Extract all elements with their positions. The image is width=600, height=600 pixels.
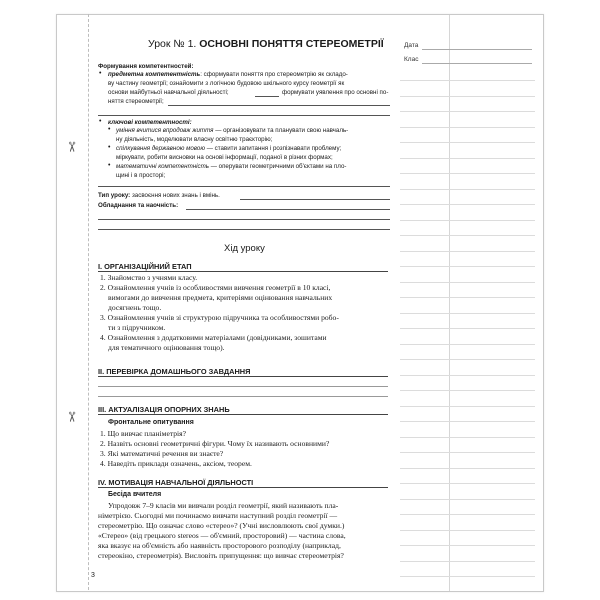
date-label: Дата	[404, 42, 419, 49]
math-competence-line2: щині і в просторі;	[116, 172, 166, 179]
section-1-title: I. ОРГАНІЗАЦІЙНИЙ ЕТАП	[98, 262, 192, 271]
page-number: 3	[91, 572, 95, 579]
note-line	[400, 468, 535, 469]
subject-competence-line5: няття стереометрії;	[108, 98, 164, 105]
note-line	[400, 452, 535, 453]
bullet-icon: •	[99, 70, 102, 77]
note-line	[400, 142, 535, 143]
note-line	[400, 80, 535, 81]
note-line	[400, 576, 535, 577]
fill-line	[98, 396, 388, 397]
note-line	[400, 514, 535, 515]
section-3-item: 4. Наведіть приклади означень, аксіом, теорем.	[100, 459, 252, 468]
subject-competence-line1: предметна компетентність: сформувати поняття про стереометрію як складо-	[108, 71, 348, 78]
date-field[interactable]	[422, 49, 532, 50]
section-1-item: 1. Знайомство з учнями класу.	[100, 273, 198, 282]
cut-line	[88, 14, 89, 590]
section-4-text: яка вказує на об'ємність або наявність просторового розподілу (наприклад,	[98, 541, 341, 550]
equipment-label: Обладнання та наочність:	[98, 202, 179, 209]
key-competencies-heading: ключові компетентності:	[108, 119, 192, 126]
fill-line	[240, 199, 390, 200]
section-1-item: для тематичного оцінювання тощо).	[108, 343, 225, 352]
fill-line	[168, 105, 390, 106]
section-3-item: 2. Назвіть основні геометричні фігури. Чому їх називають основними?	[100, 439, 330, 448]
note-line	[400, 499, 535, 500]
note-line	[400, 375, 535, 376]
section-4-text: «Стерео» (від грецького stereos — об'ємний, просторовий) — частина слова,	[98, 531, 346, 540]
note-line	[400, 561, 535, 562]
note-line	[400, 266, 535, 267]
section-1-item: досягнень тощо.	[108, 303, 162, 312]
note-line	[400, 313, 535, 314]
lesson-number: Урок № 1.	[148, 38, 197, 50]
note-line	[400, 421, 535, 422]
math-competence-line1: математичні компетентність — оперувати геометричними об'єктами на пло-	[116, 163, 347, 170]
note-line	[400, 297, 535, 298]
note-line	[400, 96, 535, 97]
bullet-icon: •	[99, 118, 102, 125]
fill-line	[98, 229, 390, 230]
note-line	[400, 359, 535, 360]
section-4-subtitle: Бесіда вчителя	[108, 491, 162, 498]
note-line	[400, 220, 535, 221]
note-line	[400, 328, 535, 329]
note-line	[400, 545, 535, 546]
section-divider	[98, 487, 388, 488]
fill-line	[98, 386, 388, 387]
note-line	[400, 204, 535, 205]
subject-competence-line3: основи майбутньої навчальної діяльності;	[108, 89, 229, 96]
learn-competence-line2: ну діяльність, моделювати власну освітню траєкторію;	[116, 136, 273, 143]
note-line	[400, 483, 535, 484]
lesson-title: ОСНОВНІ ПОНЯТТЯ СТЕРЕОМЕТРІЇ	[199, 38, 384, 50]
bullet-icon: •	[108, 144, 111, 151]
learn-competence-line1: уміння вчитися впродовж життя — організовувати та планувати свою навчаль-	[116, 127, 349, 134]
fill-line	[98, 115, 390, 116]
section-4-text: стереокіно, стереометрія). Висловіть припущення: що вивчає стереометрія?	[98, 551, 344, 560]
scissors-icon: ✂	[63, 411, 80, 423]
section-2-title: II. ПЕРЕВІРКА ДОМАШНЬОГО ЗАВДАННЯ	[98, 367, 251, 376]
section-4-title: IV. МОТИВАЦІЯ НАВЧАЛЬНОЇ ДІЯЛЬНОСТІ	[98, 478, 254, 487]
section-4-text: Упродовж 7–9 класів ми вивчали розділ геометрії, який називають пла-	[108, 501, 339, 510]
competencies-heading: Формування компетентностей:	[98, 63, 194, 70]
note-line	[400, 158, 535, 159]
note-line	[400, 127, 535, 128]
section-4-text: стереометрію. Що означає слово «стерео»? (Учні висловлюють свої думки.)	[98, 521, 345, 530]
equipment-field[interactable]	[186, 209, 390, 210]
lesson-type: Тип уроку: засвоєння нових знань і вмінь.	[98, 192, 220, 199]
subject-competence-line2: ву частину геометрії; ознайомити з логічною будовою шкільного курсу геометрії як	[108, 80, 345, 87]
note-line	[400, 111, 535, 112]
note-line	[400, 235, 535, 236]
note-line	[400, 344, 535, 345]
section-divider	[98, 414, 388, 415]
note-line	[400, 437, 535, 438]
section-divider	[98, 271, 388, 272]
note-line	[400, 251, 535, 252]
section-4-text: німетрією. Сьогодні ми починаємо вивчати наступний розділ геометрії —	[98, 511, 338, 520]
note-line	[400, 390, 535, 391]
notes-margin-divider	[449, 15, 450, 591]
note-line	[400, 530, 535, 531]
note-line	[400, 173, 535, 174]
section-1-item: вимогами до вивчення предмета, критеріями оцінювання навчальних	[108, 293, 333, 302]
course-heading: Хід уроку	[224, 243, 265, 254]
page-title	[148, 38, 384, 50]
section-3-item: 1. Що вивчає планіметрія?	[100, 429, 186, 438]
note-line	[400, 282, 535, 283]
subject-competence-line4: формувати уявлення про основні по-	[282, 89, 389, 96]
note-line	[400, 189, 535, 190]
section-1-item: 3. Ознайомлення учнів зі структурою підручника та особливостями робо-	[100, 313, 339, 322]
section-1-item: 2. Ознайомлення учнів із особливостями вивчення геометрії в 10 класі,	[100, 283, 331, 292]
bullet-icon: •	[108, 162, 111, 169]
note-line	[400, 406, 535, 407]
scissors-icon: ✂	[63, 141, 80, 153]
lang-competence-line1: спілкування державною мовою — ставити запитання і розпізнавати проблему;	[116, 145, 342, 152]
section-3-title: III. АКТУАЛІЗАЦІЯ ОПОРНИХ ЗНАНЬ	[98, 405, 230, 414]
bullet-icon: •	[108, 126, 111, 133]
section-3-subtitle: Фронтальне опитування	[108, 419, 194, 426]
class-label: Клас	[404, 56, 419, 63]
section-1-item: ти з підручником.	[108, 323, 166, 332]
section-3-item: 3. Які математичні речення ви знаєте?	[100, 449, 224, 458]
section-1-item: 4. Ознайомлення з додатковими матеріалами (довідниками, зошитами	[100, 333, 327, 342]
fill-line	[98, 186, 390, 187]
section-divider	[98, 376, 388, 377]
lang-competence-line2: міркувати, робити висновки на основі інформації, поданої в різних формах;	[116, 154, 333, 161]
fill-line	[98, 219, 390, 220]
class-field[interactable]	[422, 63, 532, 64]
fill-line	[255, 96, 279, 97]
